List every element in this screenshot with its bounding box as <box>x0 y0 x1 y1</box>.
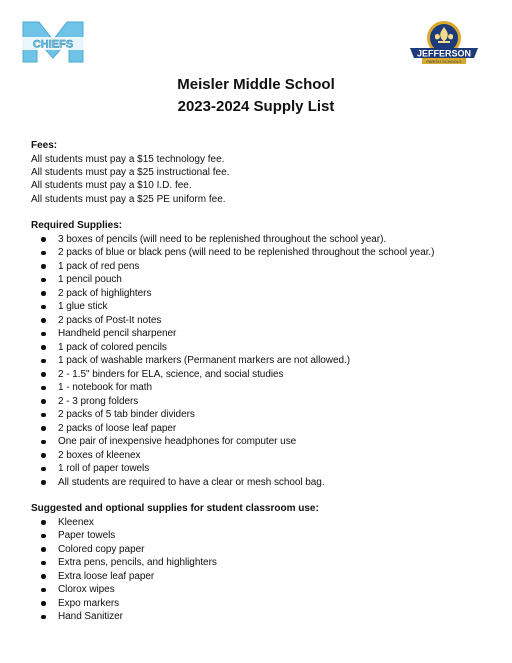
fees-heading: Fees: <box>31 140 58 151</box>
bullet-icon <box>41 237 46 242</box>
list-item: 1 pack of red pens <box>31 260 491 274</box>
bullet-icon <box>41 467 46 472</box>
list-item: One pair of inexpensive headphones for computer use <box>31 435 491 449</box>
list-item: 1 pack of washable markers (Permanent markers are not allowed.) <box>31 354 491 368</box>
bullet-icon <box>41 291 46 296</box>
bullet-icon <box>41 399 46 404</box>
bullet-icon <box>41 561 46 566</box>
list-item: Hand Sanitizer <box>31 610 491 624</box>
bullet-icon <box>41 359 46 364</box>
bullet-icon <box>41 534 46 539</box>
bullet-icon <box>41 547 46 552</box>
list-item: 1 pack of colored pencils <box>31 341 491 355</box>
jefferson-logo-text: JEFFERSON <box>416 48 472 59</box>
document-title <box>0 74 512 118</box>
list-item: Clorox wipes <box>31 583 491 597</box>
list-item: All students are required to have a clear or mesh school bag. <box>31 476 491 490</box>
list-item: Colored copy paper <box>31 543 491 557</box>
bullet-icon <box>41 278 46 283</box>
fee-line: All students must pay a $15 technology fee. <box>31 153 225 165</box>
chiefs-logo <box>21 18 85 66</box>
optional-supplies-list <box>31 516 491 624</box>
list-item: Extra pens, pencils, and highlighters <box>31 556 491 570</box>
list-item: 2 packs of Post-It notes <box>31 314 491 328</box>
bullet-icon <box>41 601 46 606</box>
list-item: Handheld pencil sharpener <box>31 327 491 341</box>
list-item: 2 pack of highlighters <box>31 287 491 301</box>
bullet-icon <box>41 413 46 418</box>
bullet-icon <box>41 305 46 310</box>
bullet-icon <box>41 332 46 337</box>
bullet-icon <box>41 453 46 458</box>
list-item: Expo markers <box>31 597 491 611</box>
list-item: 2 packs of 5 tab binder dividers <box>31 408 491 422</box>
jefferson-logo <box>408 18 480 66</box>
bullet-icon <box>41 372 46 377</box>
school-name: Meisler Middle School <box>177 76 335 93</box>
bullet-icon <box>41 615 46 620</box>
list-item: 1 pencil pouch <box>31 273 491 287</box>
list-item: 2 packs of loose leaf paper <box>31 422 491 436</box>
bullet-icon <box>41 386 46 391</box>
bullet-icon <box>41 588 46 593</box>
list-item: Paper towels <box>31 529 491 543</box>
list-item: 3 boxes of pencils (will need to be replenished throughout the school year). <box>31 233 491 247</box>
required-supplies-heading: Required Supplies: <box>31 220 123 232</box>
bullet-icon <box>41 318 46 323</box>
bullet-icon <box>41 480 46 485</box>
bullet-icon <box>41 345 46 350</box>
list-item: 2 - 3 prong folders <box>31 395 491 409</box>
list-title: 2023-2024 Supply List <box>177 98 335 115</box>
fee-line: All students must pay a $10 I.D. fee. <box>31 180 192 192</box>
bullet-icon <box>41 440 46 445</box>
bullet-icon <box>41 251 46 256</box>
jefferson-logo-subtext: PARISH SCHOOLS <box>426 59 462 64</box>
list-item: 1 roll of paper towels <box>31 462 491 476</box>
fee-line: All students must pay a $25 PE uniform fee. <box>31 193 226 205</box>
list-item: 2 packs of blue or black pens (will need to be replenished throughout the school year.) <box>31 246 491 260</box>
fees-list <box>31 153 491 207</box>
bullet-icon <box>41 426 46 431</box>
list-item: Kleenex <box>31 516 491 530</box>
list-item: 2 - 1.5" binders for ELA, science, and social studies <box>31 368 491 382</box>
bullet-icon <box>41 574 46 579</box>
list-item: 2 boxes of kleenex <box>31 449 491 463</box>
list-item: 1 glue stick <box>31 300 491 314</box>
required-supplies-list <box>31 233 491 490</box>
optional-supplies-heading: Suggested and optional supplies for student classroom use: <box>31 503 319 515</box>
chiefs-logo-text: CHIEFS <box>32 38 74 51</box>
fee-line: All students must pay a $25 instructional fee. <box>31 166 230 178</box>
list-item: Extra loose leaf paper <box>31 570 491 584</box>
bullet-icon <box>41 520 46 525</box>
bullet-icon <box>41 264 46 269</box>
list-item: 1 - notebook for math <box>31 381 491 395</box>
supply-list-content <box>31 139 491 624</box>
